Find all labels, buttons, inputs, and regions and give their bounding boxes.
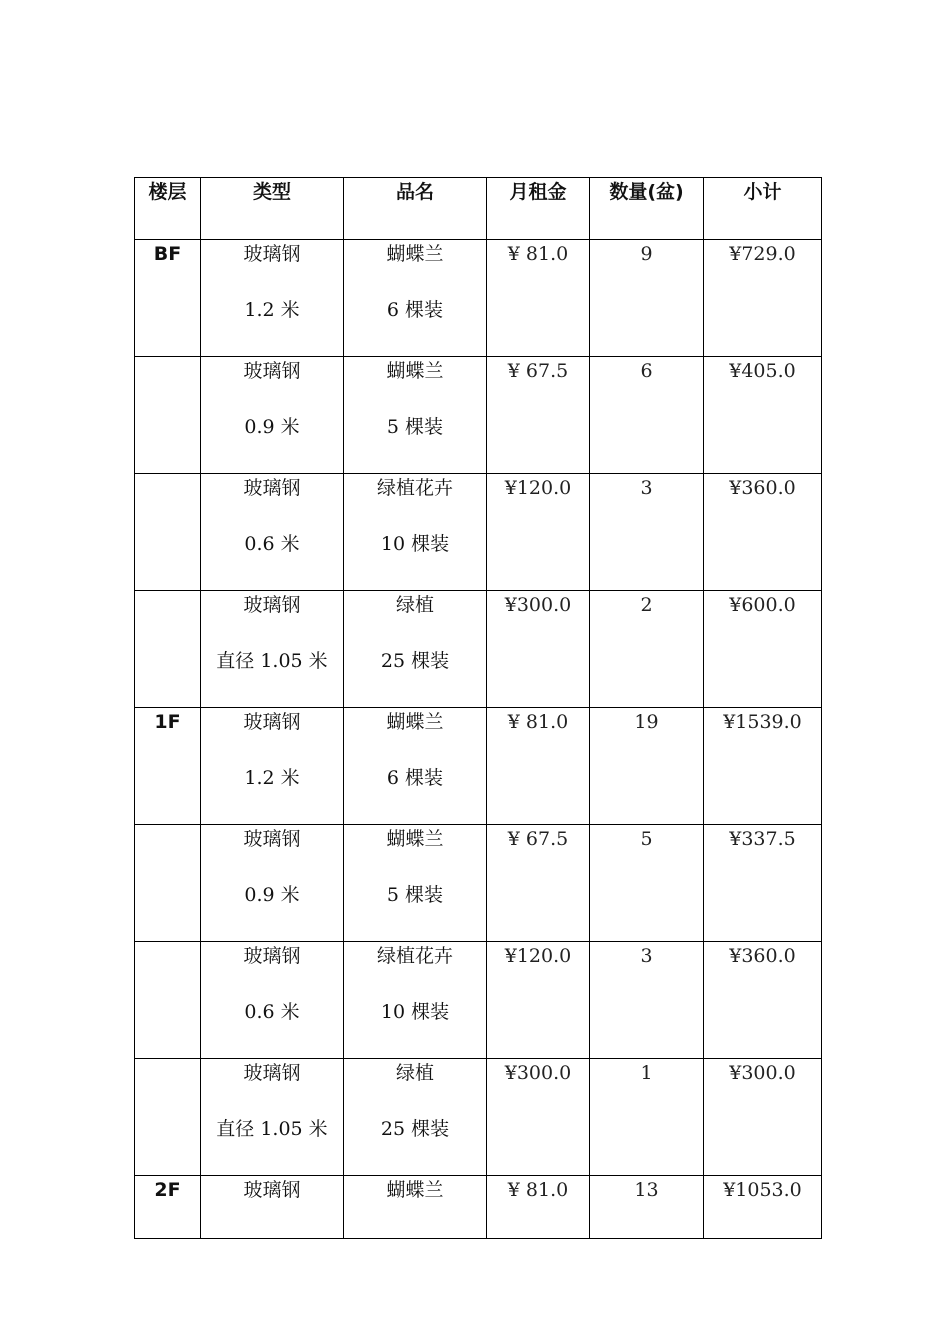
table-row <box>135 1176 822 1239</box>
product-name: 蝴蝶兰 <box>386 1179 444 1201</box>
subtotal-cell: ¥600.0 <box>704 591 822 708</box>
plant-rental-table <box>134 177 822 1239</box>
header-type: 类型 <box>201 178 344 240</box>
floor-cell <box>135 474 201 591</box>
product-name: 蝴蝶兰 <box>386 828 444 850</box>
quantity-cell: 1 <box>590 1059 704 1176</box>
quantity-cell: 6 <box>590 357 704 474</box>
rent-cell: ¥ 81.0 <box>487 1176 590 1239</box>
product-name: 蝴蝶兰 <box>386 711 444 733</box>
product-pack: 5 棵装 <box>386 884 444 906</box>
product-name: 蝴蝶兰 <box>386 360 444 382</box>
header-quantity: 数量(盆) <box>590 178 704 240</box>
floor-cell: 2F <box>135 1176 201 1239</box>
type-size: 直径 1.05 米 <box>216 1118 328 1140</box>
header-subtotal: 小计 <box>704 178 822 240</box>
product-pack: 6 棵装 <box>386 299 444 321</box>
table-row <box>135 240 822 357</box>
floor-cell: 1F <box>135 708 201 825</box>
table-row <box>135 942 822 1059</box>
type-size: 直径 1.05 米 <box>216 650 328 672</box>
type-cell <box>201 708 344 825</box>
quantity-cell: 2 <box>590 591 704 708</box>
product-cell <box>344 357 487 474</box>
subtotal-cell: ¥360.0 <box>704 942 822 1059</box>
product-pack: 5 棵装 <box>386 416 444 438</box>
product-cell <box>344 708 487 825</box>
product-name: 绿植花卉 <box>376 477 453 499</box>
table-row <box>135 825 822 942</box>
type-size: 0.9 米 <box>244 884 300 906</box>
type-material: 玻璃钢 <box>243 360 301 382</box>
type-size: 1.2 米 <box>244 767 300 789</box>
rent-cell: ¥ 81.0 <box>487 708 590 825</box>
table-row <box>135 357 822 474</box>
table-header-row <box>135 178 822 240</box>
floor-cell <box>135 357 201 474</box>
type-cell <box>201 1176 344 1239</box>
product-cell <box>344 591 487 708</box>
product-pack: 25 棵装 <box>380 650 450 672</box>
subtotal-cell: ¥405.0 <box>704 357 822 474</box>
table-row <box>135 474 822 591</box>
type-size: 0.6 米 <box>244 533 300 555</box>
type-cell <box>201 825 344 942</box>
subtotal-cell: ¥1539.0 <box>704 708 822 825</box>
product-pack: 10 棵装 <box>380 1001 450 1023</box>
type-cell <box>201 240 344 357</box>
type-material: 玻璃钢 <box>243 243 301 265</box>
type-size: 0.9 米 <box>244 416 300 438</box>
rent-cell: ¥ 81.0 <box>487 240 590 357</box>
floor-cell: BF <box>135 240 201 357</box>
product-cell <box>344 474 487 591</box>
subtotal-cell: ¥1053.0 <box>704 1176 822 1239</box>
product-pack: 6 棵装 <box>386 767 444 789</box>
type-material: 玻璃钢 <box>243 594 301 616</box>
subtotal-cell: ¥729.0 <box>704 240 822 357</box>
quantity-cell: 5 <box>590 825 704 942</box>
quantity-cell: 19 <box>590 708 704 825</box>
subtotal-cell: ¥360.0 <box>704 474 822 591</box>
type-material: 玻璃钢 <box>243 477 301 499</box>
type-cell <box>201 357 344 474</box>
quantity-cell: 3 <box>590 474 704 591</box>
floor-cell <box>135 1059 201 1176</box>
type-material: 玻璃钢 <box>243 711 301 733</box>
product-name: 绿植 <box>395 594 434 616</box>
rent-cell: ¥ 67.5 <box>487 825 590 942</box>
product-name: 绿植 <box>395 1062 434 1084</box>
product-cell <box>344 1059 487 1176</box>
product-pack: 25 棵装 <box>380 1118 450 1140</box>
rent-cell: ¥300.0 <box>487 591 590 708</box>
product-name: 绿植花卉 <box>376 945 453 967</box>
product-cell <box>344 240 487 357</box>
header-monthly-rent: 月租金 <box>487 178 590 240</box>
quantity-cell: 9 <box>590 240 704 357</box>
type-cell <box>201 591 344 708</box>
product-cell <box>344 942 487 1059</box>
type-cell <box>201 474 344 591</box>
type-material: 玻璃钢 <box>243 1062 301 1084</box>
type-material: 玻璃钢 <box>243 945 301 967</box>
type-size: 0.6 米 <box>244 1001 300 1023</box>
header-product-name: 品名 <box>344 178 487 240</box>
type-size: 1.2 米 <box>244 299 300 321</box>
type-cell <box>201 942 344 1059</box>
header-floor: 楼层 <box>135 178 201 240</box>
type-material: 玻璃钢 <box>243 1179 301 1201</box>
table-row <box>135 708 822 825</box>
quantity-cell: 13 <box>590 1176 704 1239</box>
rent-cell: ¥120.0 <box>487 474 590 591</box>
table-row <box>135 591 822 708</box>
product-pack: 10 棵装 <box>380 533 450 555</box>
rent-cell: ¥300.0 <box>487 1059 590 1176</box>
table-row <box>135 1059 822 1176</box>
subtotal-cell: ¥337.5 <box>704 825 822 942</box>
product-name: 蝴蝶兰 <box>386 243 444 265</box>
floor-cell <box>135 825 201 942</box>
subtotal-cell: ¥300.0 <box>704 1059 822 1176</box>
floor-cell <box>135 591 201 708</box>
floor-cell <box>135 942 201 1059</box>
product-cell <box>344 1176 487 1239</box>
type-material: 玻璃钢 <box>243 828 301 850</box>
product-cell <box>344 825 487 942</box>
rent-cell: ¥ 67.5 <box>487 357 590 474</box>
quantity-cell: 3 <box>590 942 704 1059</box>
type-cell <box>201 1059 344 1176</box>
rent-cell: ¥120.0 <box>487 942 590 1059</box>
